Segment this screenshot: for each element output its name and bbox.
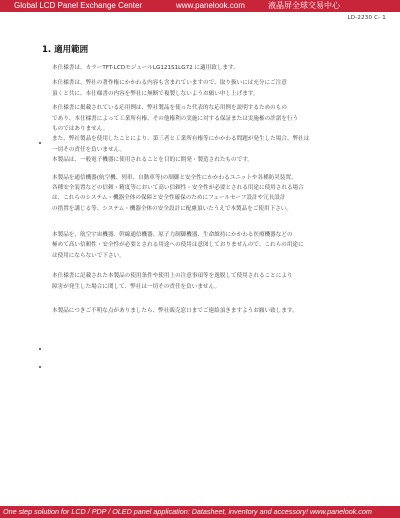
- paragraph-3: [52, 103, 362, 155]
- text-line: 障害が発生した場合に関して、弊社は一切その責任を負いません。: [52, 283, 221, 290]
- text-line: 頂くと共に、本仕様書の内容を弊社に無断で複製しないようお願い申し上げます。: [52, 90, 259, 97]
- paragraph-7: [52, 271, 362, 292]
- text-line: 一切その責任を負いません。: [52, 146, 126, 153]
- text-line: 本製品を、航空宇宙機器、幹線通信機器、原子力制御機器、生命維持にかかわる医療機器などの: [52, 232, 293, 239]
- paragraph-1: [52, 63, 362, 73]
- margin-dot: [39, 142, 41, 144]
- margin-dot: [39, 348, 41, 350]
- site-footer-bar: [0, 506, 400, 518]
- text-line: 本仕様書に記載された本製品の使用条件や使用上の注意事項等を逸脱して使用されることにより: [52, 273, 293, 280]
- text-line: は、これらのシステム・機器全体の保障と安全性確保のためにフェールセーフ設計や冗長設計: [52, 195, 286, 202]
- document-id: LD-2230 C- 1: [347, 15, 386, 21]
- text-line: の措置を講じる等、システム・機器全体の安全設計に配慮頂いたうえで本製品をご使用下さい。: [52, 205, 292, 212]
- paragraph-5: [52, 173, 362, 215]
- paragraph-8: [52, 306, 362, 316]
- paragraph-6: [52, 230, 362, 261]
- footer-tagline[interactable]: One step solution for LCD / PDP / OLED panel application: Datasheet, inventory and accessory! www.panelook.com: [3, 507, 372, 516]
- paragraph-2: [52, 78, 362, 99]
- text-line: ものではありません。: [52, 125, 109, 132]
- site-header-bar: [0, 0, 400, 12]
- text-line: 各種安全装置などの信頼・精度等において高い信頼性・安全性が必要とされる用途に使用される場合: [52, 184, 304, 191]
- header-site-name: Global LCD Panel Exchange Center: [14, 1, 143, 10]
- text-line: であり、本仕様書によって工業所有権、その他権利の実施に対する保証または実施権の許諾を行う: [52, 115, 299, 122]
- section-title: 1. 適用範囲: [42, 45, 89, 55]
- document-body: [52, 63, 362, 316]
- text-line: 本仕様書は、カラーTFT-LCDモジュールLG121S1LG72 に適用致します。: [52, 65, 239, 71]
- text-line: は使用にならないで下さい。: [52, 252, 125, 259]
- text-line: 本仕様書に掲載されている応用例は、弊社製品を使った代表的な応用例を説明するためのもの: [52, 105, 287, 112]
- header-site-url[interactable]: www.panelook.com: [176, 1, 245, 10]
- paragraph-4: [52, 155, 362, 165]
- header-site-name-cn: 液晶屏全球交易中心: [268, 1, 340, 10]
- margin-dot: [39, 366, 41, 368]
- text-line: 本製品は、一般電子機器に使用されることを目的に開発・製造されたものです。: [52, 157, 253, 164]
- text-line: また、弊社製品を使用したことにより、第三者と工業所有権等にかかわる問題が発生した場合、弊社は: [52, 136, 310, 143]
- text-line: 本仕様書は、弊社の著作権にかかわる内容も含まれていますので、取り扱いには充分にご注意: [52, 80, 287, 87]
- text-line: 極めて高い信頼性・安全性が必要とされる用途への使用は意図しておりませんので、これらの用途に: [52, 242, 304, 249]
- text-line: 本製品を通信機器(航空機、列車、自動車等)の制御と安全性にかかわるユニットや各種防災装置、: [52, 174, 297, 181]
- text-line: 本製品につきご不明な点がありましたら、弊社販売窓口までご連絡頂きますようお願い致します。: [52, 308, 298, 315]
